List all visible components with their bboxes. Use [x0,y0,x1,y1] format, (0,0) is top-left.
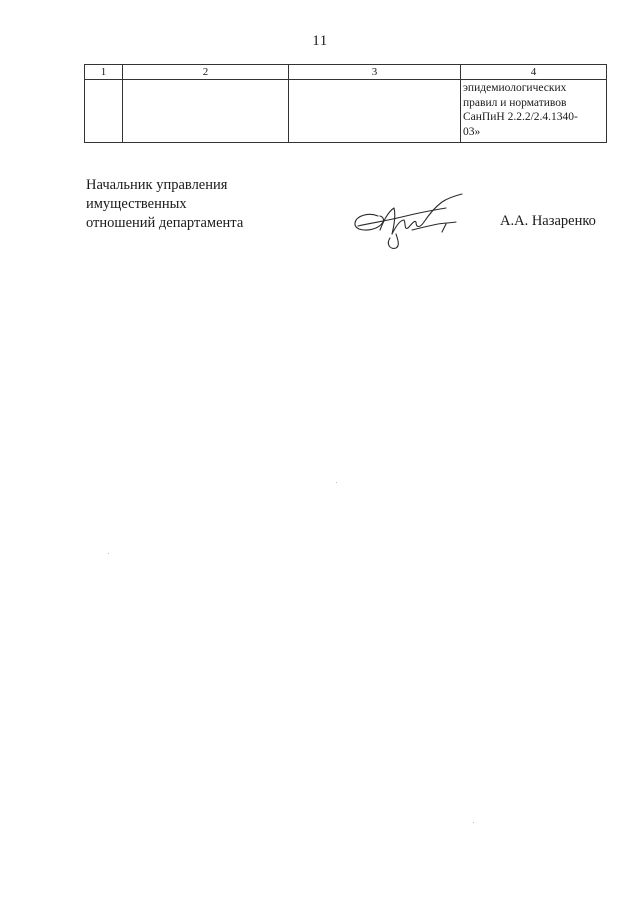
table-header-row [85,65,607,80]
signatory-title [86,176,243,233]
table-cell-col4 [461,80,607,143]
continuation-table [84,64,607,143]
signatory-title-line: отношений департамента [86,215,244,231]
cell-text-line: 03» [463,125,481,138]
table-header-cell: 2 [123,65,289,80]
scan-speck [336,482,337,483]
signatory-title-line: имущественных [86,196,187,212]
page-number: 11 [312,33,328,49]
signer-name: А.А. Назаренко [500,213,596,229]
table-cell-col3 [289,80,461,143]
table-header-cell: 4 [461,65,607,80]
table-header-cell: 1 [85,65,123,80]
table-header-cell: 3 [289,65,461,80]
scan-speck [108,553,109,554]
table-row [85,80,607,143]
scan-speck [473,822,474,823]
table-cell-col1 [85,80,123,143]
table-cell-col2 [123,80,289,143]
handwritten-signature [350,190,470,250]
signatory-title-line: Начальник управления [86,177,228,193]
cell-text-line: эпидемиологических [463,82,567,94]
cell-text-line: правил и нормативов [463,96,567,109]
cell-text-line: СанПиН 2.2.2/2.4.1340- [463,111,578,123]
